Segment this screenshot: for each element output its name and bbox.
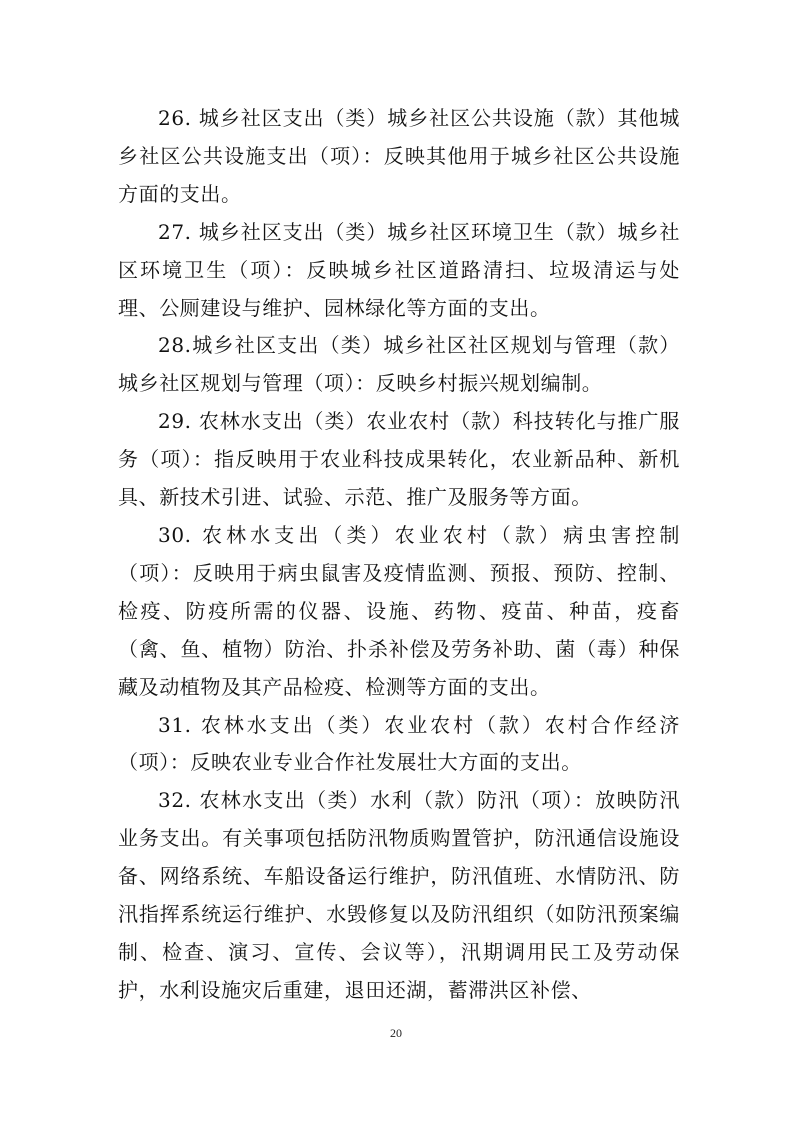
paragraph-26: 26. 城乡社区支出（类）城乡社区公共设施（款）其他城乡社区公共设施支出（项）：反映其他用于城乡社区公共设施方面的支出。 — [118, 106, 680, 206]
paragraph-31: 31. 农林水支出（类）农业农村（款）农村合作经济（项）：反映农业专业合作社发展壮大方面的支出。 — [118, 712, 680, 775]
paragraph-27: 27. 城乡社区支出（类）城乡社区环境卫生（款）城乡社区环境卫生（项）：反映城乡社区道路清扫、垃圾清运与处理、公厕建设与维护、园林绿化等方面的支出。 — [118, 219, 680, 320]
paragraph-32: 32. 农林水支出（类）水利（款）防汛（项）：放映防汛业务支出。有关事项包括防汛物质购置管护，防汛通信设施设备、网络系统、车船设备运行维护，防汛值班、水情防汛、防汛指挥系统运行维护、水毁修复以及防汛组织（如防汛预案编制、检查、演习、宣传、会议等），汛期调用民工及劳动保护，水利设施灾后重建，退田还湖，蓄滞洪区补偿、 — [118, 788, 680, 1002]
page-number: 20 — [390, 1026, 402, 1040]
paragraph-29: 29. 农林水支出（类）农业农村（款）科技转化与推广服务（项）：指反映用于农业科技成果转化，农业新品种、新机具、新技术引进、试验、示范、推广及服务等方面。 — [118, 409, 680, 510]
paragraph-28: 28.城乡社区支出（类）城乡社区社区规划与管理（款）城乡社区规划与管理（项）：反映乡村振兴规划编制。 — [118, 333, 680, 396]
document-body — [118, 100, 680, 1010]
paragraph-30: 30. 农林水支出（类）农业农村（款）病虫害控制（项）：反映用于病虫鼠害及疫情监测、预报、预防、控制、检疫、防疫所需的仪器、设施、药物、疫苗、种苗，疫畜（禽、鱼、植物）防治、扑杀补偿及劳务补助、菌（毒）种保藏及动植物及其产品检疫、检测等方面的支出。 — [118, 522, 680, 699]
